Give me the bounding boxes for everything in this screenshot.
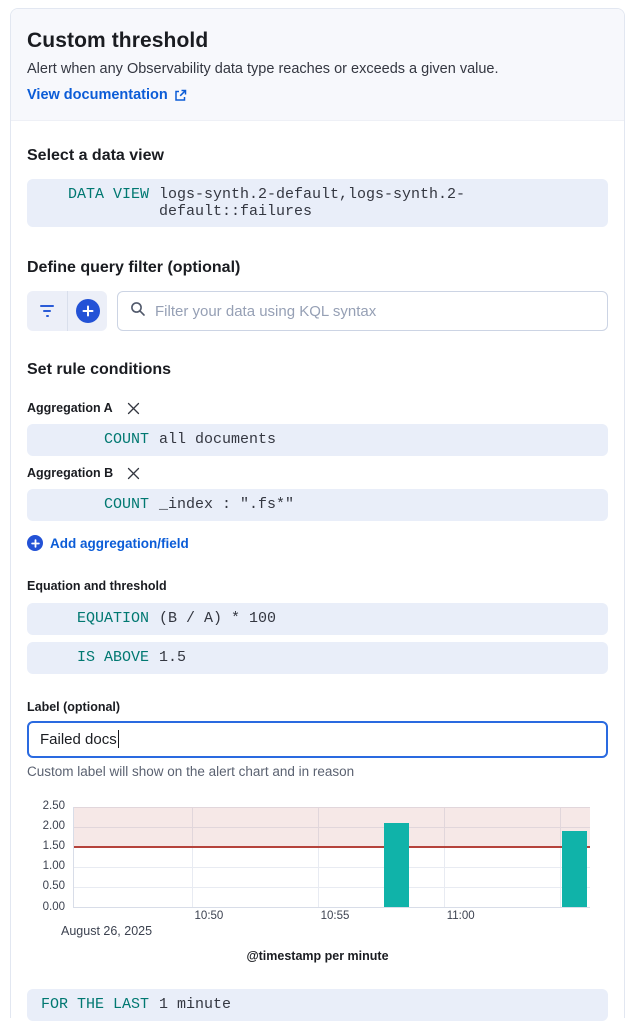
text-cursor (118, 730, 119, 748)
query-filter-heading: Define query filter (optional) (27, 259, 241, 276)
label-helper-text: Custom label will show on the alert chart and in reason (27, 763, 355, 779)
y-tick-label: 0.00 (42, 900, 65, 913)
aggregation-b-expression[interactable] (27, 489, 608, 521)
view-documentation-link[interactable] (27, 87, 187, 103)
page-title: Custom threshold (27, 29, 209, 52)
rule-description: Alert when any Observability data type reaches or exceeds a given value. (27, 61, 499, 77)
data-view-value: logs-synth.2-default,logs-synth.2-default::failures (159, 186, 466, 220)
horizontal-gridline (74, 867, 590, 868)
remove-aggregation-b-button[interactable] (127, 467, 140, 480)
chart-bar (562, 831, 587, 907)
query-filter-row (27, 291, 608, 331)
filter-menu-button[interactable] (27, 291, 67, 331)
label-input-value: Failed docs (40, 730, 117, 748)
aggregation-a-keyword: COUNT (103, 431, 149, 448)
add-filter-button[interactable] (67, 291, 107, 331)
aggregation-b-header (27, 466, 608, 480)
equation-expression[interactable] (27, 603, 608, 635)
aggregation-a-label: Aggregation A (27, 401, 113, 415)
y-tick-label: 1.00 (42, 860, 65, 873)
rule-form-panel (10, 8, 625, 1018)
label-input[interactable] (27, 721, 608, 758)
x-tick-label: 10:50 (194, 909, 224, 922)
view-documentation-label: View documentation (27, 87, 168, 103)
time-window-value: 1 minute (159, 995, 232, 1013)
plus-circle-small-icon (27, 535, 43, 551)
remove-aggregation-a-button[interactable] (127, 402, 140, 415)
y-tick-label: 0.50 (42, 880, 65, 893)
aggregation-a-expression[interactable] (27, 424, 608, 456)
threshold-expression[interactable] (27, 642, 608, 674)
chart-date-label: August 26, 2025 (61, 923, 153, 938)
kql-filter-input[interactable] (155, 303, 595, 320)
horizontal-gridline (74, 887, 590, 888)
aggregation-a-value: all documents (159, 431, 277, 448)
equation-keyword: EQUATION (76, 609, 149, 627)
aggregation-a-header (27, 401, 608, 415)
x-tick-label: 10:55 (320, 909, 350, 922)
kql-search-box[interactable] (117, 291, 608, 331)
add-aggregation-label: Add aggregation/field (50, 535, 189, 551)
data-view-keyword: DATA VIEW (67, 186, 149, 203)
external-link-icon (174, 89, 187, 102)
add-aggregation-link[interactable] (27, 535, 189, 551)
y-tick-label: 1.50 (42, 839, 65, 852)
y-tick-label: 2.00 (42, 819, 65, 832)
chart-x-axis (73, 908, 590, 923)
equation-threshold-label: Equation and threshold (27, 578, 167, 593)
search-icon (130, 301, 146, 322)
threshold-line (74, 846, 590, 848)
preview-chart (27, 799, 608, 963)
plus-circle-icon (76, 299, 100, 323)
filter-button-group (27, 291, 107, 331)
time-window-keyword: FOR THE LAST (40, 995, 149, 1013)
chart-axis-title: @timestamp per minute (246, 948, 389, 963)
threshold-shaded-area (74, 807, 590, 847)
equation-value: (B / A) * 100 (159, 609, 277, 627)
threshold-value: 1.5 (159, 648, 187, 666)
time-window-expression[interactable] (27, 989, 608, 1021)
data-view-heading: Select a data view (27, 147, 164, 164)
rule-conditions-heading: Set rule conditions (27, 361, 172, 378)
filter-icon (40, 305, 54, 317)
x-tick-label: 11:00 (446, 909, 475, 922)
chart-y-axis (27, 799, 73, 913)
data-view-expression[interactable] (27, 179, 608, 227)
chart-bar (384, 823, 409, 907)
aggregation-b-label: Aggregation B (27, 466, 114, 480)
label-field-label: Label (optional) (27, 699, 121, 714)
aggregation-b-value: _index : ".fs*" (159, 496, 295, 513)
rule-type-header (11, 9, 624, 121)
chart-plot (73, 807, 590, 908)
aggregation-b-keyword: COUNT (103, 496, 149, 513)
threshold-keyword: IS ABOVE (76, 648, 149, 666)
y-tick-label: 2.50 (42, 799, 65, 812)
